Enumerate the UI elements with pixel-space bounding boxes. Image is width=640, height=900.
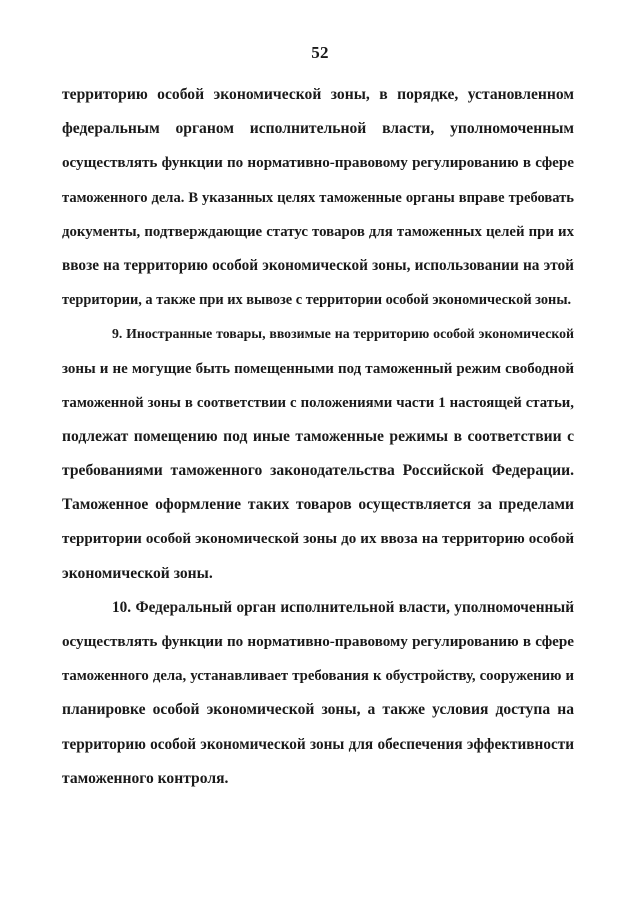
paragraph-item-9 xyxy=(62,324,574,598)
text-line: осуществлять функции по нормативно-правовому регулированию в сфере xyxy=(62,155,574,172)
text-line: Таможенное оформление таких товаров осуществляется за пределами xyxy=(62,496,574,514)
text-line: таможенной зоны в соответствии с положениями части 1 настоящей статьи, xyxy=(62,394,574,411)
text-line: требованиями таможенного законодательства Российской Федерации. xyxy=(62,462,574,480)
text-line: подлежат помещению под иные таможенные режимы в соответствии с xyxy=(62,427,574,445)
text-line: таможенного контроля. xyxy=(62,769,229,787)
text-line: осуществлять функции по нормативно-правовому регулированию в сфере xyxy=(62,634,574,650)
text-line: территории особой экономической зоны до их ввоза на территорию особой xyxy=(62,531,574,548)
text-line: территорию особой экономической зоны, в порядке, установленном xyxy=(62,86,574,103)
text-line: ввозе на территорию особой экономической зоны, использовании на этой xyxy=(62,256,574,274)
document-body xyxy=(62,85,574,803)
text-line: 10. Федеральный орган исполнительной власти, уполномоченный xyxy=(112,598,574,616)
paragraph-continuation xyxy=(62,85,574,324)
text-line: экономической зоны. xyxy=(62,564,213,582)
page-number: 52 xyxy=(311,43,329,62)
text-line: зоны и не могущие быть помещенными под таможенный режим свободной xyxy=(62,360,574,377)
text-line: таможенного дела. В указанных целях таможенные органы вправе требовать xyxy=(62,189,574,206)
text-line: территории, а также при их вывозе с территории особой экономической зоны. xyxy=(62,292,572,309)
text-line: планировке особой экономической зоны, а также условия доступа на xyxy=(62,701,574,719)
paragraph-item-10 xyxy=(62,598,574,803)
text-line: документы, подтверждающие статус товаров для таможенных целей при их xyxy=(62,223,574,240)
text-line: территорию особой экономической зоны для обеспечения эффективности xyxy=(62,735,574,753)
text-line: федеральным органом исполнительной власти, уполномоченным xyxy=(62,120,574,138)
text-line: таможенного дела, устанавливает требования к обустройству, сооружению и xyxy=(62,668,574,685)
text-line: 9. Иностранные товары, ввозимые на территорию особой экономической xyxy=(112,326,574,342)
